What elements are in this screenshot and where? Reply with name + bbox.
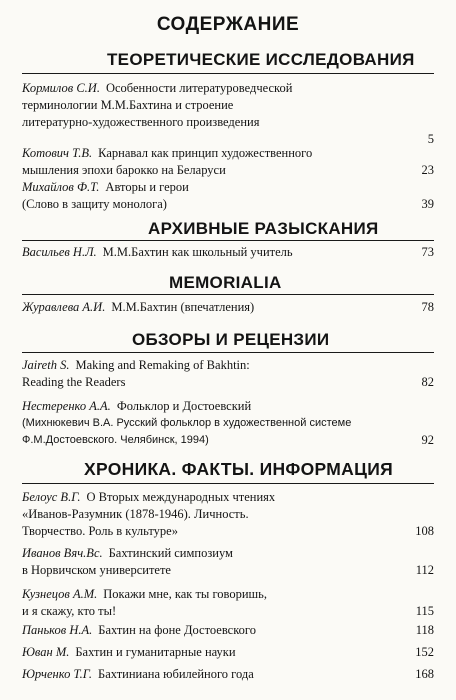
entry-author: Паньков Н.А. [22,623,93,637]
entry-author: Журавлева А.И. [22,300,106,314]
entry-page-number: 92 [421,433,434,447]
toc-entry [22,666,434,683]
entry-title-line: и я скажу, кто ты! [22,604,117,618]
entry-title-line: в Норвичском университете [22,563,171,577]
entry-title-line: терминологии М.М.Бахтина и строение [22,98,234,112]
entry-author: Михайлов Ф.Т. [22,180,100,194]
entry-title-line: М.М.Бахтин (впечатления) [111,300,255,314]
toc-entry [22,489,434,540]
toc-entry [22,80,434,148]
entry-page-number: 78 [421,300,434,314]
entry-page-number: 82 [421,375,434,389]
entry-review-line: (Михнюкевич В.А. Русский фольклор в художественной системе [22,417,352,429]
toc-entry [22,586,434,620]
entry-page-number: 168 [415,667,434,681]
toc-entry [22,299,434,316]
entry-review-line: Ф.М.Достоевского. Челябинск, 1994) [22,434,209,446]
entry-title-line: О Вторых международных чтениях [86,490,276,504]
entry-title-line: Бахтин и гуманитарные науки [75,645,236,659]
contents-title: СОДЕРЖАНИЕ [156,14,300,35]
entry-title-line: литературно-художественного произведения [22,115,260,129]
toc-entry [22,398,434,449]
entry-page-number: 73 [421,245,434,259]
entry-title-line: Особенности литературоведческой [105,81,293,95]
entry-title-line: Авторы и герои [105,180,189,194]
section-rule [22,294,434,295]
entry-author: Jaireth S. [22,358,70,372]
entry-title-line: Making and Remaking of Bakhtin: [75,358,250,372]
entry-author: Васильев Н.Л. [22,245,97,259]
toc-entry [22,179,434,213]
entry-title-line: Reading the Readers [22,375,126,389]
toc-entry [22,545,434,579]
entry-author: Юрченко Т.Г. [22,667,93,681]
toc-entry [22,644,434,661]
section-rule [22,240,434,241]
entry-title-line: мышления эпохи барокко на Беларуси [22,163,226,177]
entry-title-line: Карнавал как принцип художественного [98,146,313,160]
entry-author: Юван М. [22,645,70,659]
entry-title-line: «Иванов-Разумник (1878-1946). Личность. [22,507,249,521]
entry-title-line: Бахтинский симпозиум [108,546,233,560]
entry-title-line: (Слово в защиту монолога) [22,197,167,211]
entry-title-line: Творчество. Роль в культуре» [22,524,178,538]
section-title-archive: АРХИВНЫЕ РАЗЫСКАНИЯ [148,219,379,238]
section-rule [22,352,434,353]
entry-title-line: Бахтин на фоне Достоевского [98,623,256,637]
section-rule [22,483,434,484]
section-rule [22,73,434,74]
entry-page-number: 5 [427,132,434,146]
toc-entry [22,244,434,261]
entry-title-line: Покажи мне, как ты говоришь, [103,587,267,601]
section-title-reviews: ОБЗОРЫ И РЕЦЕНЗИИ [132,330,330,349]
entry-page-number: 108 [415,524,434,538]
section-title-theory: ТЕОРЕТИЧЕСКИЕ ИССЛЕДОВАНИЯ [107,50,415,69]
entry-author: Кормилов С.И. [22,81,100,95]
toc-entry [22,145,434,179]
entry-author: Белоус В.Г. [22,490,81,504]
entry-author: Иванов Вяч.Вс. [22,546,103,560]
entry-page-number: 39 [421,197,434,211]
entry-page-number: 115 [415,604,434,618]
entry-page-number: 152 [415,645,434,659]
section-title-memorialia: MEMORIALIA [169,273,282,292]
entry-title-line: Фольклор и Достоевский [116,399,252,413]
toc-entry [22,622,434,639]
entry-title-line: М.М.Бахтин как школьный учитель [102,245,293,259]
entry-author: Котович Т.В. [22,146,93,160]
entry-page-number: 118 [415,623,434,637]
toc-entry [22,357,434,391]
entry-author: Нестеренко А.А. [22,399,111,413]
section-title-chronicle: ХРОНИКА. ФАКТЫ. ИНФОРМАЦИЯ [84,459,393,479]
entry-author: Кузнецов А.М. [22,587,98,601]
entry-page-number: 112 [415,563,434,577]
entry-page-number: 23 [421,163,434,177]
entry-title-line: Бахтиниана юбилейного года [98,667,254,681]
